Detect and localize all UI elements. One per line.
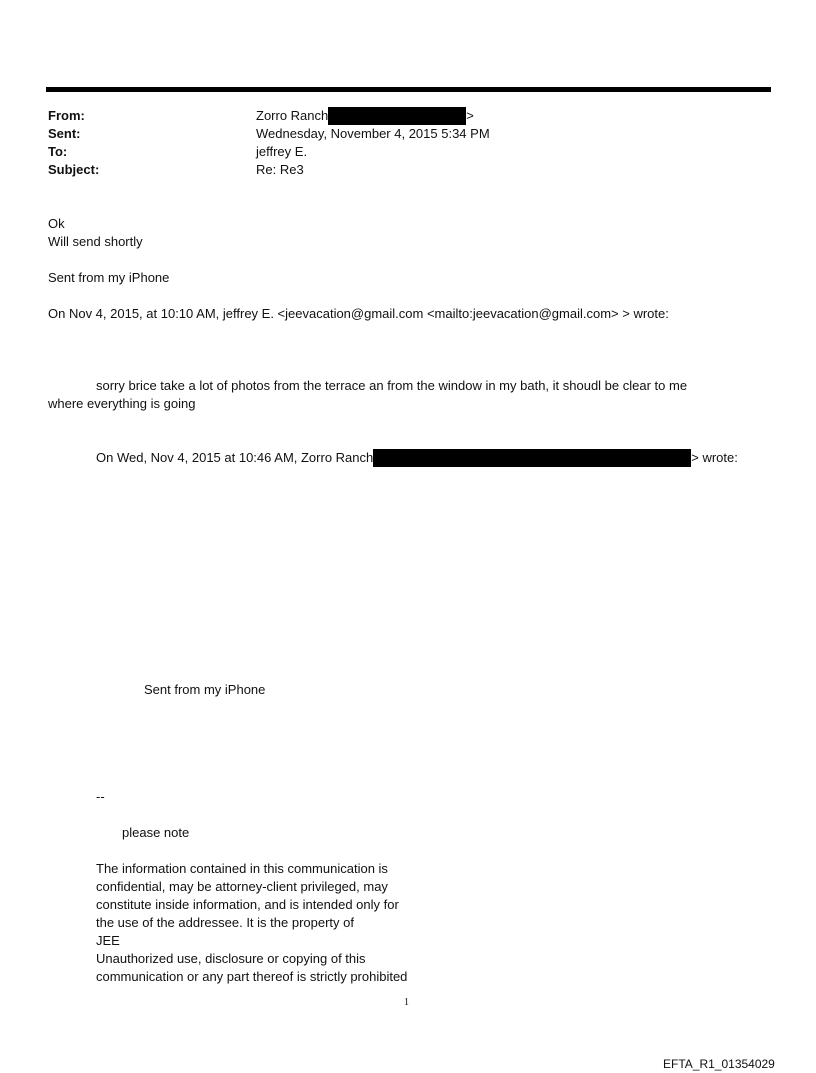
body-line-will-send: Will send shortly <box>48 234 143 249</box>
quote-intro-2-prefix: On Wed, Nov 4, 2015 at 10:46 AM, Zorro Ranch <box>96 450 374 465</box>
disclaimer-line: Unauthorized use, disclosure or copying of this <box>96 951 366 966</box>
body-line-ok: Ok <box>48 216 65 231</box>
from-value <box>256 107 474 125</box>
disclaimer-line: the use of the addressee. It is the property of <box>96 915 354 930</box>
disclaimer-line: communication or any part thereof is strictly prohibited <box>96 969 408 984</box>
header-rule <box>46 87 771 92</box>
disclaimer-line: The information contained in this communication is <box>96 861 388 876</box>
disclaimer-line: constitute inside information, and is intended only for <box>96 897 399 912</box>
sent-label: Sent: <box>48 126 81 141</box>
subject-value: Re: Re3 <box>256 162 304 177</box>
quote-message-line1: sorry brice take a lot of photos from the terrace an from the window in my bath, it shoudl be clear to me <box>96 378 688 393</box>
from-suffix: > <box>466 108 474 123</box>
quote-message-line2: where everything is going <box>48 396 196 411</box>
subject-label: Subject: <box>48 162 100 177</box>
please-note: please note <box>122 825 190 840</box>
to-value: jeffrey E. <box>256 144 308 159</box>
body-sent-from-iphone: Sent from my iPhone <box>48 270 170 285</box>
quote-intro-2 <box>96 449 738 467</box>
redaction-bar <box>373 449 691 467</box>
from-label: From: <box>48 108 85 123</box>
disclaimer-line: confidential, may be attorney-client privileged, may <box>96 879 388 894</box>
quote-intro-1: On Nov 4, 2015, at 10:10 AM, jeffrey E. <jeevacation@gmail.com <mailto:jeevacation@gmail.com> > wrote: <box>48 306 669 321</box>
signature-dash: -- <box>96 789 105 804</box>
from-name: Zorro Ranch <box>256 108 329 123</box>
quote-intro-2-suffix: > wrote: <box>691 450 738 465</box>
disclaimer-line: JEE <box>96 933 120 948</box>
quoted-sent-from-iphone: Sent from my iPhone <box>144 682 266 697</box>
document-id: EFTA_R1_01354029 <box>663 1057 775 1071</box>
to-label: To: <box>48 144 68 159</box>
redaction-bar <box>328 107 466 125</box>
page-number: 1 <box>404 997 409 1008</box>
sent-value: Wednesday, November 4, 2015 5:34 PM <box>256 126 490 141</box>
